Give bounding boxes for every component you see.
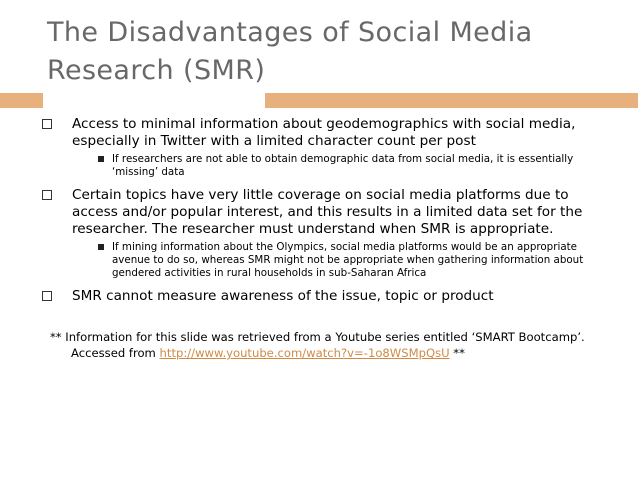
- source-note: [50, 329, 631, 361]
- square-bullet-icon: [42, 119, 52, 129]
- bullet-item-1: [34, 116, 604, 150]
- filled-square-bullet-icon: [98, 244, 104, 250]
- bullet-item-3: [34, 288, 604, 305]
- sub-bullet-item-1: [34, 153, 604, 179]
- square-bullet-icon: [42, 190, 52, 200]
- title-accent-bar-right: [265, 93, 638, 108]
- source-note-prefix: ** Information for this slide was retrieved from a Youtube series entitled ‘SMART Bootcamp’. Accessed from: [50, 330, 585, 360]
- bullet-item-2: [34, 187, 604, 238]
- source-note-suffix: **: [449, 346, 465, 360]
- bullet-item-1-text: Access to minimal information about geodemographics with social media, especially in Twitter with a limited character count per post: [72, 116, 576, 149]
- title-accent-bar-left: [0, 93, 43, 108]
- bullet-item-3-text: SMR cannot measure awareness of the issue, topic or product: [72, 288, 494, 304]
- source-link[interactable]: http://www.youtube.com/watch?v=-1o8WSMpQsU: [159, 346, 450, 360]
- sub-bullet-item-2-text: If mining information about the Olympics, social media platforms would be an appropriate avenue to do so, whereas SMR might not be appropriate when gathering information about gendered activities in rural households in sub-Saharan Africa: [112, 241, 584, 279]
- slide-title: The Disadvantages of Social Media Research (SMR): [47, 17, 533, 86]
- square-bullet-icon: [42, 291, 52, 301]
- bullet-item-2-text: Certain topics have very little coverage on social media platforms due to access and/or popular interest, and this results in a limited data set for the researcher. The researcher must understand when SMR is appropriate.: [72, 187, 583, 237]
- slide-content: [34, 116, 604, 308]
- sub-bullet-item-1-text: If researchers are not able to obtain demographic data from social media, it is essentially ‘missing’ data: [112, 153, 574, 178]
- sub-bullet-item-2: [34, 241, 604, 280]
- filled-square-bullet-icon: [98, 156, 104, 162]
